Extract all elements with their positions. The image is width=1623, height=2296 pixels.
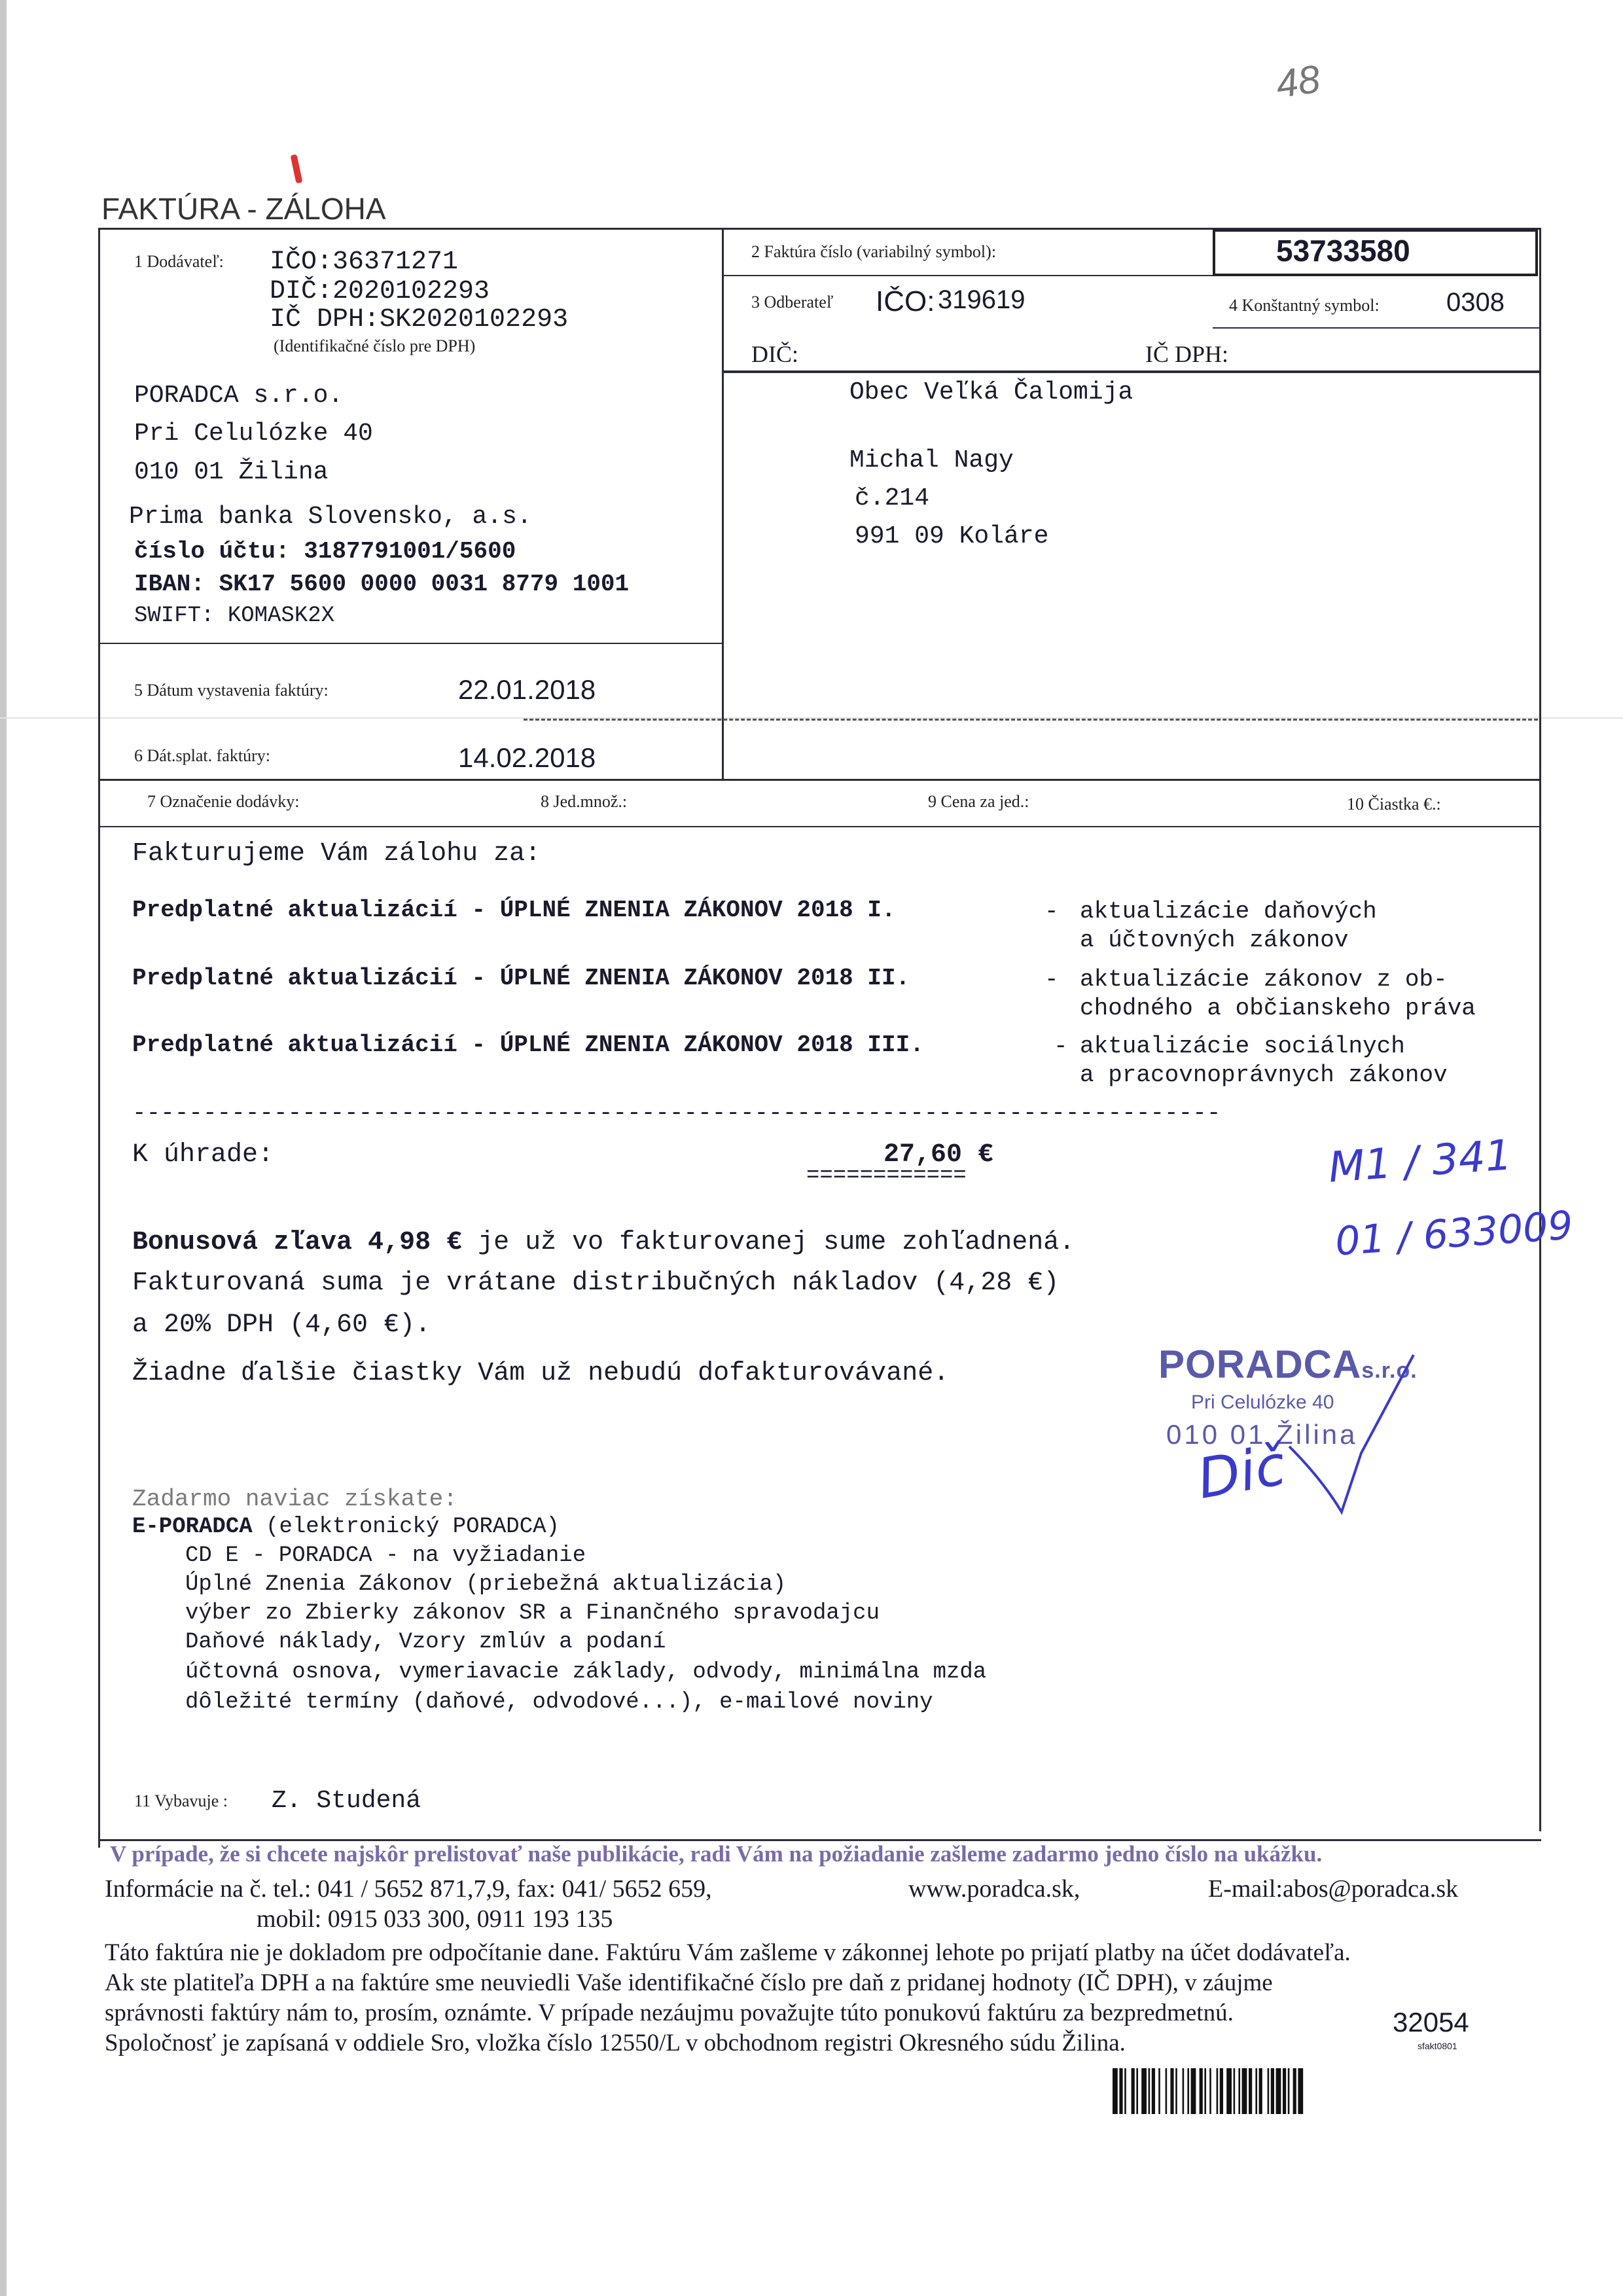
bonus-heading: Zadarmo naviac získate: (132, 1486, 457, 1513)
invoice-number: 53733580 (1276, 234, 1410, 268)
barcode-bar (1141, 2068, 1147, 2114)
right-row2 (1213, 327, 1540, 329)
barcode-bar (1249, 2068, 1252, 2114)
barcode-bar (1220, 2068, 1223, 2114)
supplier-divider (722, 228, 724, 781)
barcode-bar (1293, 2068, 1296, 2114)
bonus-line: CD E - PORADCA - na vyžiadanie (185, 1543, 586, 1568)
customer-person: Michal Nagy (849, 446, 1014, 475)
barcode-bar (1187, 2068, 1189, 2114)
due-date: 14.02.2018 (458, 742, 596, 773)
supplier-iban: IBAN: SK17 5600 0000 0031 8779 1001 (134, 571, 630, 598)
item-desc-line2: a pracovnoprávnych zákonov (1080, 1062, 1448, 1088)
item-title: Predplatné aktualizácií - ÚPLNÉ ZNENIA ZÁKONOV 2018 I. (132, 897, 896, 924)
supplier-swift: SWIFT: KOMASK2X (134, 603, 335, 628)
footer-code: 32054 (1393, 2007, 1469, 2037)
customer-ico-label: IČO: (876, 285, 935, 317)
supplier-name: PORADCA s.r.o. (134, 382, 344, 410)
footer-web: www.poradca.sk, (908, 1875, 1080, 1903)
handwritten-page-number: 48 (1273, 56, 1323, 107)
bonus-line: Daňové náklady, Vzory zmlúv a podaní (185, 1630, 666, 1655)
barcode-bar (1175, 2068, 1177, 2114)
total-amount: 27,60 € (883, 1140, 994, 1170)
document-title: FAKTÚRA - ZÁLOHA (101, 192, 386, 226)
columns-bottom (98, 826, 1541, 827)
customer-city: 991 09 Koláre (855, 522, 1049, 550)
bonus-product (132, 1515, 560, 1539)
column-header-unit-price: 9 Cena za jed.: (928, 792, 1029, 811)
issue-date-label: 5 Dátum vystavenia faktúry: (134, 681, 329, 700)
total-underline: ============ (806, 1164, 967, 1189)
barcode-bar (1226, 2068, 1232, 2114)
note-bonus-bold: Bonusová zľava 4,98 € (132, 1228, 463, 1257)
customer-ico: 319619 (938, 285, 1026, 314)
item-desc-line1: aktualizácie daňových (1080, 898, 1377, 925)
footer-legal-4: Spoločnosť je zapísaná v oddiele Sro, vložka číslo 12550/L v obchodnom registri Okresného súdu Žilina. (105, 2030, 1126, 2056)
barcode-bar (1183, 2068, 1185, 2114)
note-vat: a 20% DPH (4,60 €). (132, 1310, 431, 1340)
item-desc-line2: chodného a občianskeho práva (1080, 995, 1476, 1022)
barcode-bar (1166, 2068, 1168, 2114)
supplier-bank: Prima banka Slovensko, a.s. (129, 503, 532, 531)
bonus-product-rest: (elektronický PORADCA) (252, 1515, 560, 1539)
due-date-label: 6 Dát.splat. faktúry: (134, 746, 270, 765)
barcode-bar (1204, 2068, 1206, 2114)
footer-legal-2: Ak ste platiteľa DPH a na faktúre sme neuviedli Vaše identifikačné číslo pre daň z pridanej hodnoty (IČ DPH), v záujme (105, 1969, 1273, 1996)
dash-separator: ----------------------------------------------------------------------------- (132, 1100, 1221, 1126)
item-desc-line1: aktualizácie zákonov z ob- (1080, 966, 1448, 993)
footer-info-mobile: mobil: 0915 033 300, 0911 193 135 (257, 1905, 613, 1933)
stamp-city: 010 01 Žilina (1166, 1419, 1358, 1450)
barcode-bar (1242, 2068, 1247, 2114)
stamp-name-text: PORADCA (1158, 1342, 1362, 1386)
footer-legal-1: Táto faktúra nie je dokladom pre odpočítanie dane. Faktúru Vám zašleme v zákonnej lehote po prijatí platby na účet dodávateľa. (105, 1939, 1351, 1966)
barcode-bar (1217, 2068, 1219, 2114)
handwritten-mark-2: 01 / 633009 (1334, 1202, 1575, 1265)
barcode-bar (1119, 2068, 1122, 2114)
column-header-quantity: 8 Jed.množ.: (541, 792, 628, 811)
supplier-city: 010 01 Žilina (134, 458, 329, 486)
supplier-dic: DIČ:2020102293 (270, 277, 490, 306)
customer-street: č.214 (855, 484, 930, 512)
scan-left-edge (0, 0, 7, 2296)
note-bonus-rest: je už vo fakturovanej sume zohľadnená. (462, 1228, 1075, 1257)
barcode-bar (1191, 2068, 1196, 2114)
supplier-ic-dph-note: (Identifikačné číslo pre DPH) (274, 336, 476, 355)
barcode-bar (1124, 2068, 1126, 2114)
barcode-bar (1200, 2068, 1203, 2114)
frame-right (1539, 228, 1541, 1831)
barcode-bar (1268, 2068, 1270, 2114)
item-title: Predplatné aktualizácií - ÚPLNÉ ZNENIA ZÁKONOV 2018 III. (132, 1031, 924, 1058)
footer-info-phone: Informácie na č. tel.: 041 / 5652 871,7,9, fax: 041/ 5652 659, (105, 1875, 712, 1903)
column-header-description: 7 Označenie dodávky: (147, 792, 300, 811)
item-desc-line1: aktualizácie sociálnych (1080, 1033, 1405, 1060)
const-symbol-label: 4 Konštantný symbol: (1229, 296, 1380, 315)
barcode-bar (1149, 2068, 1150, 2114)
columns-top (98, 779, 1541, 781)
customer-ic-dph-label: IČ DPH: (1145, 341, 1229, 367)
issue-date: 22.01.2018 (458, 674, 596, 705)
supplier-bottom (98, 643, 723, 644)
note-no-extra: Žiadne ďalšie čiastky Vám už nebudú dofakturovávané. (132, 1359, 950, 1388)
customer-label: 3 Odberateľ (751, 293, 834, 312)
supplier-label: 1 Dodávateľ: (134, 252, 224, 271)
issuer-name: Z. Studená (272, 1787, 421, 1815)
barcode-bar (1136, 2068, 1138, 2114)
barcode-bar (1113, 2068, 1118, 2114)
barcode-bar (1298, 2068, 1303, 2114)
barcode-bar (1276, 2068, 1281, 2114)
issue-date-rule (524, 719, 1538, 721)
handwritten-mark-1: M1 / 341 (1327, 1131, 1514, 1193)
barcode-bar (1132, 2068, 1135, 2114)
barcode-bar (1238, 2068, 1240, 2114)
company-stamp (1152, 1342, 1427, 1525)
supplier-ic-dph: IČ DPH:SK2020102293 (270, 305, 569, 334)
issuer-label: 11 Vybavuje : (134, 1791, 228, 1810)
supplier-street: Pri Celulózke 40 (134, 420, 373, 448)
barcode-bar (1255, 2068, 1257, 2114)
supplier-ico: IČO:36371271 (270, 247, 459, 277)
customer-top (722, 370, 1540, 373)
item-separator: - (1044, 898, 1059, 925)
bonus-product-bold: E-PORADCA (132, 1515, 253, 1539)
stamp-suffix: s.r.o. (1361, 1358, 1418, 1383)
barcode-bar (1158, 2068, 1160, 2114)
bonus-line: výber zo Zbierky zákonov SR a Finančného spravodajcu (185, 1601, 880, 1626)
item-separator: - (1044, 966, 1059, 993)
item-desc-line2: a účtovných zákonov (1080, 927, 1349, 954)
signature-stroke (1283, 1348, 1427, 1518)
note-distribution: Fakturovaná suma je vrátane distribučných nákladov (4,28 €) (132, 1268, 1060, 1298)
supplier-account: číslo účtu: 3187791001/5600 (134, 538, 516, 565)
bonus-line: účtovná osnova, vymeriavacie základy, odvody, minimálna mzda (185, 1660, 987, 1685)
stamp-street: Pri Celulózke 40 (1191, 1391, 1334, 1413)
barcode-bar (1234, 2068, 1236, 2114)
barcode-bar (1271, 2068, 1274, 2114)
footer-legal-3: správnosti faktúry nám to, prosím, oznámte. V prípade nezáujmu považujte túto ponukovú faktúru za bezpredmetnú. (105, 2000, 1234, 2026)
item-title: Predplatné aktualizácií - ÚPLNÉ ZNENIA ZÁKONOV 2018 II. (132, 965, 910, 992)
right-row1 (722, 275, 1213, 276)
customer-dic-label: DIČ: (751, 341, 798, 367)
invoice-number-label: 2 Faktúra číslo (variabilný symbol): (751, 242, 997, 261)
item-separator: - (1054, 1033, 1068, 1060)
footer-promo: V prípade, že si chcete najskôr prelistovať naše publikácie, radi Vám na požiadanie zašleme zadarmo jedno číslo na ukážku. (110, 1841, 1323, 1867)
customer-name: Obec Veľká Čalomija (849, 378, 1133, 406)
frame-left (98, 228, 100, 1848)
red-mark (291, 154, 303, 183)
bonus-line: Úplné Znenia Zákonov (priebežná aktualizácia) (185, 1572, 787, 1597)
barcode (1113, 2068, 1505, 2114)
barcode-bar (1152, 2068, 1155, 2114)
barcode-bar (1288, 2068, 1290, 2114)
barcode-bar (1170, 2068, 1173, 2114)
barcode-bar (1209, 2068, 1211, 2114)
signature: Dič (1192, 1433, 1291, 1511)
bonus-line: dôležité termíny (daňové, odvodové...), e-mailové noviny (185, 1690, 933, 1715)
column-header-amount: 10 Čiastka €.: (1347, 795, 1441, 814)
items-intro: Fakturujeme Vám zálohu za: (132, 839, 541, 869)
note-bonus-discount (132, 1228, 1075, 1257)
footer-email: E-mail:abos@poradca.sk (1208, 1875, 1459, 1903)
footer-code-small: sfakt0801 (1418, 2041, 1457, 2051)
total-label: K úhrade: (132, 1140, 274, 1170)
const-symbol: 0308 (1446, 288, 1505, 317)
barcode-bar (1283, 2068, 1286, 2114)
barcode-bar (1259, 2068, 1262, 2114)
